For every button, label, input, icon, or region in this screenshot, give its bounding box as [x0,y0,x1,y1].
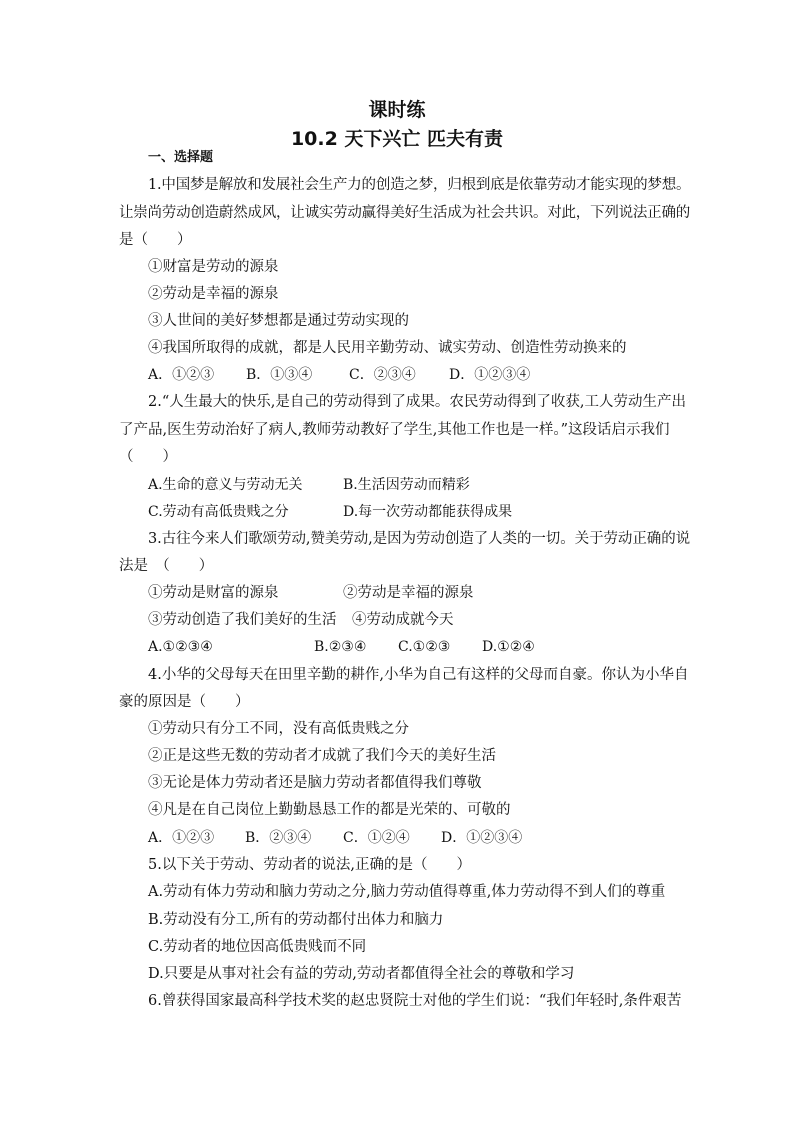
section-heading: 一、选择题 [148,150,214,165]
q3-option-d: D.①②④ [482,639,535,655]
q1-statement: ④我国所取得的成就，都是人民用辛勤劳动、诚实劳动、创造性劳动换来的 [148,340,627,356]
q1-statement: ②劳动是幸福的源泉 [148,286,279,302]
q5-option-b: B.劳动没有分工,所有的劳动都付出体力和脑力 [148,912,444,928]
q5-option-a: A.劳动有体力劳动和脑力劳动之分,脑力劳动值得尊重,体力劳动得不到人们的尊重 [148,884,666,900]
q2-stem-line: （ ） [119,449,177,465]
q2-option-d: D.每一次劳动都能获得成果 [343,504,513,520]
q6-stem-line: 6.曾获得国家最高科学技术奖的赵忠贤院士对他的学生们说：“我们年轻时,条件艰苦 [148,993,682,1009]
q3-option-c: C.①②③ [398,639,451,655]
q2-option-b: B.生活因劳动而精彩 [343,477,470,493]
q3-statement: ③劳动创造了我们美好的生活 [148,612,337,628]
q3-option-b: B.②③④ [314,639,367,655]
q4-statement: ①劳动只有分工不同，没有高低贵贱之分 [148,721,409,737]
q4-option-c: C．①②④ [343,830,410,846]
q4-stem-line: 4.小华的父母每天在田里辛勤的耕作,小华为自己有这样的父母而自豪。你认为小华自 [148,667,689,683]
q1-option-a: A．①②③ [148,367,215,383]
q3-option-a: A.①②③④ [148,639,213,655]
q5-option-c: C.劳动者的地位因高低贵贱而不同 [148,939,367,955]
q3-statement: ④劳动成就今天 [352,612,454,628]
q2-option-c: C.劳动有高低贵贱之分 [148,504,289,520]
q1-stem-line: 让崇尚劳动创造蔚然成风，让诚实劳动赢得美好生活成为社会共识。对此，下列说法正确的 [119,205,690,221]
q4-stem-line: 豪的原因是（ ） [119,694,250,710]
q3-statement: ①劳动是财富的源泉 [148,585,279,601]
q4-option-a: A．①②③ [148,830,215,846]
q1-option-c: C．②③④ [349,367,416,383]
q4-option-d: D．①②③④ [441,830,523,846]
q2-stem-line: 2.“人生最大的快乐,是自己的劳动得到了成果。农民劳动得到了收获,工人劳动生产出 [148,394,686,410]
q1-stem-line: 是（ ） [119,232,192,248]
q4-statement: ④凡是在自己岗位上勤勤恳恳工作的都是光荣的、可敬的 [148,802,511,818]
q1-stem-line: 1.中国梦是解放和发展社会生产力的创造之梦，归根到底是依靠劳动才能实现的梦想。 [148,177,691,193]
q1-statement: ①财富是劳动的源泉 [148,259,279,275]
q2-option-a: A.生命的意义与劳动无关 [148,477,303,493]
q3-stem-line: 法是 （ ） [119,558,214,574]
q2-stem-line: 了产品,医生劳动治好了病人,教师劳动教好了学生,其他工作也是一样。”这段话启示我们 [119,422,670,438]
lesson-title: 10.2 天下兴亡 匹夫有责 [290,128,504,150]
q3-statement: ②劳动是幸福的源泉 [343,585,474,601]
q5-option-d: D.只要是从事对社会有益的劳动,劳动者都值得全社会的尊敬和学习 [148,966,575,982]
q1-option-d: D．①②③④ [449,367,531,383]
q4-statement: ③无论是体力劳动者还是脑力劳动者都值得我们尊敬 [148,775,482,791]
page-title: 课时练 [368,99,426,121]
q3-stem-line: 3.古往今来人们歌颂劳动,赞美劳动,是因为劳动创造了人类的一切。关于劳动正确的说 [148,531,691,547]
q1-statement: ③人世间的美好梦想都是通过劳动实现的 [148,313,409,329]
q4-statement: ②正是这些无数的劳动者才成就了我们今天的美好生活 [148,748,496,764]
q5-stem-line: 5.以下关于劳动、劳动者的说法,正确的是（ ） [148,857,471,873]
q1-option-b: B．①③④ [246,367,313,383]
q4-option-b: B．②③④ [245,830,312,846]
